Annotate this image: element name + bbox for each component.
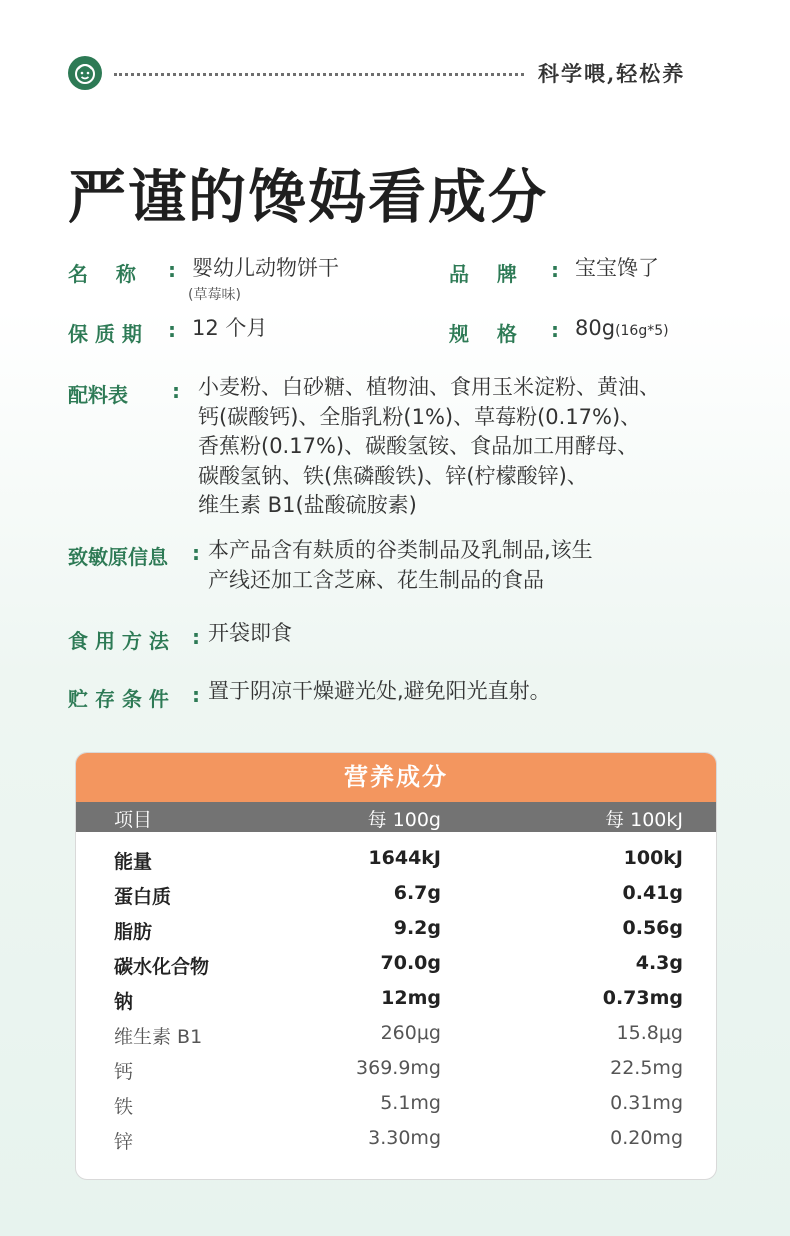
table-row (76, 1057, 716, 1092)
ingredients-label: 配料表 (68, 383, 128, 407)
usage-label: 食 用 方 法 (68, 629, 169, 653)
nutrient-name: 蛋白质 (114, 886, 172, 908)
nutrient-per-100g: 3.30mg (368, 1127, 441, 1149)
nutrient-per-100g: 70.0g (380, 952, 441, 974)
brand-colon: : (551, 258, 559, 282)
allergen-line: 本产品含有麸质的谷类制品及乳制品,该生 (208, 538, 593, 562)
nutrient-name: 能量 (114, 851, 153, 873)
shelf-life-colon: : (168, 318, 176, 342)
table-row (76, 987, 716, 1022)
ingredients-line: 维生素 B1(盐酸硫胺素) (198, 493, 417, 517)
nutrient-per-100kj: 100kJ (623, 847, 683, 869)
storage-label: 贮 存 条 件 (68, 687, 169, 711)
nutrient-name: 锌 (114, 1131, 134, 1153)
column-header-item: 项目 (114, 809, 153, 831)
allergen-label: 致敏原信息 (68, 545, 168, 569)
brand-logo (68, 56, 102, 90)
nutrient-per-100kj: 15.8μg (616, 1022, 683, 1044)
nutrition-title: 营养成分 (76, 753, 716, 802)
nutrient-per-100kj: 4.3g (635, 952, 683, 974)
nutrient-per-100g: 12mg (381, 987, 441, 1009)
nutrient-per-100g: 369.9mg (356, 1057, 441, 1079)
table-row (76, 1127, 716, 1162)
nutrient-name: 铁 (114, 1096, 134, 1118)
brand-label: 品 牌 (449, 262, 517, 286)
nutrition-header-row (76, 802, 716, 832)
table-row (76, 882, 716, 917)
nutrient-per-100g: 9.2g (393, 917, 441, 939)
spec-pack: (16g*5) (615, 323, 669, 339)
table-row (76, 1022, 716, 1057)
name-label: 名 称 (68, 262, 136, 286)
usage-colon: : (192, 625, 200, 649)
nutrient-per-100g: 6.7g (393, 882, 441, 904)
nutrient-name: 碳水化合物 (114, 956, 210, 978)
nutrient-per-100kj: 22.5mg (610, 1057, 683, 1079)
name-colon: : (168, 258, 176, 282)
shelf-life-value: 12 个月 (192, 316, 268, 340)
spec-label: 规 格 (449, 322, 517, 346)
nutrient-per-100kj: 0.73mg (602, 987, 683, 1009)
ingredients-line: 碳酸氢钠、铁(焦磷酸铁)、锌(柠檬酸锌)、 (198, 463, 588, 488)
ingredients-line: 小麦粉、白砂糖、植物油、食用玉米淀粉、黄油、 (198, 375, 660, 399)
spec-weight: 80g (575, 316, 616, 340)
nutrition-table (75, 752, 717, 1180)
nutrient-per-100kj: 0.31mg (610, 1092, 683, 1114)
spec-colon: : (551, 318, 559, 342)
nutrient-name: 钙 (114, 1061, 134, 1083)
storage-colon: : (192, 683, 200, 707)
usage-value: 开袋即食 (208, 621, 292, 645)
nutrient-per-100kj: 0.20mg (610, 1127, 683, 1149)
allergen-line: 产线还加工含芝麻、花生制品的食品 (208, 567, 544, 592)
column-header-per-100g: 每 100g (367, 809, 441, 831)
nutrient-per-100g: 260μg (380, 1022, 441, 1044)
table-row (76, 1092, 716, 1127)
ingredients-line: 钙(碳酸钙)、全脂乳粉(1%)、草莓粉(0.17%)、 (198, 404, 642, 429)
nutrient-per-100g: 1644kJ (368, 847, 441, 869)
table-row (76, 847, 716, 882)
name-flavor: (草莓味) (188, 287, 241, 303)
nutrient-per-100kj: 0.41g (622, 882, 683, 904)
name-value: 婴幼儿动物饼干 (192, 256, 339, 280)
ingredients-colon: : (172, 379, 180, 403)
table-row (76, 952, 716, 987)
page-title: 严谨的馋妈看成分 (68, 163, 549, 231)
storage-value: 置于阴凉干燥避光处,避免阳光直射。 (208, 679, 551, 703)
dotted-divider (114, 73, 524, 76)
slogan: 科学喂,轻松养 (538, 61, 686, 86)
ingredients-line: 香蕉粉(0.17%)、碳酸氢铵、食品加工用酵母、 (198, 434, 639, 458)
spec-value (575, 316, 669, 341)
shelf-life-label: 保 质 期 (68, 322, 142, 346)
nutrient-name: 维生素 B1 (114, 1026, 203, 1048)
column-header-per-100kj: 每 100kJ (605, 809, 683, 831)
allergen-text (208, 536, 593, 595)
table-row (76, 917, 716, 952)
brand-value: 宝宝馋了 (575, 256, 659, 280)
smiling-face-icon (72, 60, 98, 86)
nutrient-per-100g: 5.1mg (380, 1092, 441, 1114)
allergen-colon: : (192, 541, 200, 565)
nutrient-name: 脂肪 (114, 921, 153, 943)
nutrient-per-100kj: 0.56g (622, 917, 683, 939)
nutrient-name: 钠 (114, 991, 134, 1013)
ingredients-list (198, 373, 660, 521)
